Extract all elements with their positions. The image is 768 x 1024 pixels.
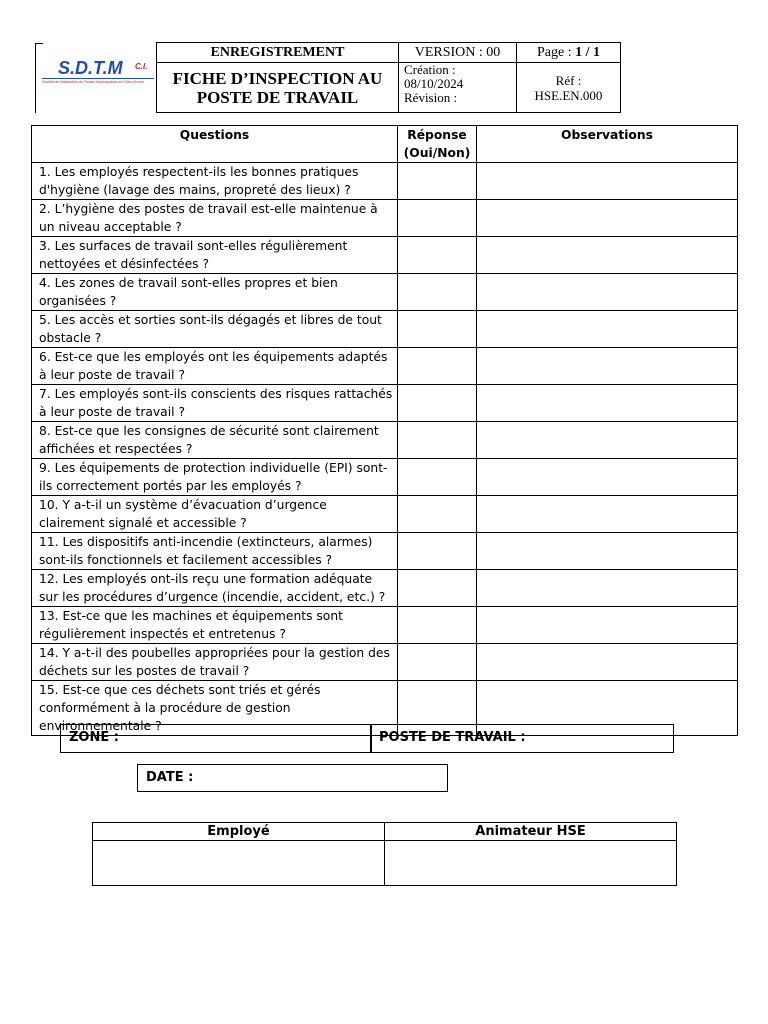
table-row [32, 459, 738, 496]
table-row [32, 422, 738, 459]
table-row [32, 385, 738, 422]
response-cell[interactable] [398, 644, 477, 681]
column-header-response: Réponse (Oui/Non) [398, 126, 477, 163]
question-text: 14. Y a-t-il des poubelles appropriées pour la gestion des déchets sur les postes de travail ? [32, 644, 398, 681]
response-cell[interactable] [398, 496, 477, 533]
response-cell[interactable] [398, 607, 477, 644]
reference-cell [517, 63, 621, 113]
column-header-observations: Observations [477, 126, 738, 163]
table-row [32, 607, 738, 644]
table-row [32, 200, 738, 237]
question-text: 6. Est-ce que les employés ont les équipements adaptés à leur poste de travail ? [32, 348, 398, 385]
date-field[interactable] [137, 764, 448, 792]
response-cell[interactable] [398, 459, 477, 496]
signatures-table [92, 822, 677, 886]
question-text: 10. Y a-t-il un système d’évacuation d’urgence clairement signalé et accessible ? [32, 496, 398, 533]
observation-cell[interactable] [477, 348, 738, 385]
observation-cell[interactable] [477, 422, 738, 459]
document-header-table [156, 42, 621, 113]
table-row [32, 163, 738, 200]
zone-field[interactable] [60, 724, 372, 753]
question-text: 4. Les zones de travail sont-elles propres et bien organisées ? [32, 274, 398, 311]
question-text: 2. L’hygiène des postes de travail est-elle maintenue à un niveau acceptable ? [32, 200, 398, 237]
table-row [32, 496, 738, 533]
question-text: 7. Les employés sont-ils conscients des risques rattachés à leur poste de travail ? [32, 385, 398, 422]
revision-label: Révision : [404, 90, 458, 105]
observation-cell[interactable] [477, 200, 738, 237]
creation-date: 08/10/2024 [404, 76, 464, 91]
employee-signature-header: Employé [93, 823, 385, 841]
observation-cell[interactable] [477, 237, 738, 274]
question-text: 13. Est-ce que les machines et équipements sont régulièrement inspectés et entretenus ? [32, 607, 398, 644]
question-text: 12. Les employés ont-ils reçu une formation adéquate sur les procédures d’urgence (incendie, accident, etc.) ? [32, 570, 398, 607]
date-label: DATE : [146, 770, 194, 785]
response-cell[interactable] [398, 533, 477, 570]
creation-revision-cell [399, 63, 517, 113]
column-header-questions: Questions [32, 126, 398, 163]
observation-cell[interactable] [477, 644, 738, 681]
employee-signature-box[interactable] [93, 841, 385, 886]
hse-animator-signature-box[interactable] [385, 841, 677, 886]
response-cell[interactable] [398, 385, 477, 422]
document-title: FICHE D’INSPECTION AU POSTE DE TRAVAIL [157, 63, 399, 113]
company-logo [40, 58, 155, 86]
page-prefix: Page : [537, 45, 576, 60]
response-cell[interactable] [398, 163, 477, 200]
header-bracket-line [35, 43, 36, 113]
page-indicator [517, 43, 621, 63]
observation-cell[interactable] [477, 385, 738, 422]
observation-cell[interactable] [477, 274, 738, 311]
observation-cell[interactable] [477, 163, 738, 200]
question-text: 8. Est-ce que les consignes de sécurité sont clairement affichées et respectées ? [32, 422, 398, 459]
response-cell[interactable] [398, 274, 477, 311]
observation-cell[interactable] [477, 607, 738, 644]
table-row [32, 644, 738, 681]
question-text: 11. Les dispositifs anti-incendie (extincteurs, alarmes) sont-ils fonctionnels et facilement accessibles ? [32, 533, 398, 570]
question-text: 5. Les accès et sorties sont-ils dégagés et libres de tout obstacle ? [32, 311, 398, 348]
observation-cell[interactable] [477, 570, 738, 607]
logo-suffix: C.I. [135, 62, 148, 71]
ref-value: HSE.EN.000 [534, 87, 603, 103]
hse-animator-signature-header: Animateur HSE [385, 823, 677, 841]
response-cell[interactable] [398, 200, 477, 237]
response-cell[interactable] [398, 237, 477, 274]
creation-label: Création : [404, 62, 456, 77]
poste-label: POSTE DE TRAVAIL : [379, 730, 526, 745]
page-value: 1 / 1 [575, 45, 600, 60]
observation-cell[interactable] [477, 496, 738, 533]
ref-label: Réf : [555, 72, 582, 88]
logo-name: S.D.T.M [58, 58, 123, 78]
response-cell[interactable] [398, 422, 477, 459]
question-text: 3. Les surfaces de travail sont-elles régulièrement nettoyées et désinfectées ? [32, 237, 398, 274]
logo-tagline: Société de Distribution de Toutes Marchandises en Côte d'Ivoire [42, 80, 144, 84]
logo-underline [42, 78, 154, 79]
record-label: ENREGISTREMENT [157, 43, 399, 63]
response-cell[interactable] [398, 348, 477, 385]
poste-de-travail-field[interactable] [370, 724, 674, 753]
question-text: 15. Est-ce que ces déchets sont triés et gérés conformément à la procédure de gestion environnementale ? [32, 681, 398, 736]
observation-cell[interactable] [477, 459, 738, 496]
table-row [32, 237, 738, 274]
table-row [32, 348, 738, 385]
observation-cell[interactable] [477, 533, 738, 570]
header-bracket-tick [35, 43, 43, 44]
table-row [32, 533, 738, 570]
zone-label: ZONE : [69, 730, 119, 745]
observation-cell[interactable] [477, 311, 738, 348]
table-row [32, 311, 738, 348]
response-cell[interactable] [398, 570, 477, 607]
response-cell[interactable] [398, 311, 477, 348]
question-rows [32, 163, 738, 736]
version-label: VERSION : 00 [399, 43, 517, 63]
table-row [32, 570, 738, 607]
inspection-questions-table [31, 125, 738, 736]
table-row [32, 274, 738, 311]
question-text: 9. Les équipements de protection individuelle (EPI) sont-ils correctement portés par les employés ? [32, 459, 398, 496]
question-text: 1. Les employés respectent-ils les bonnes pratiques d'hygiène (lavage des mains, propreté des lieux) ? [32, 163, 398, 200]
